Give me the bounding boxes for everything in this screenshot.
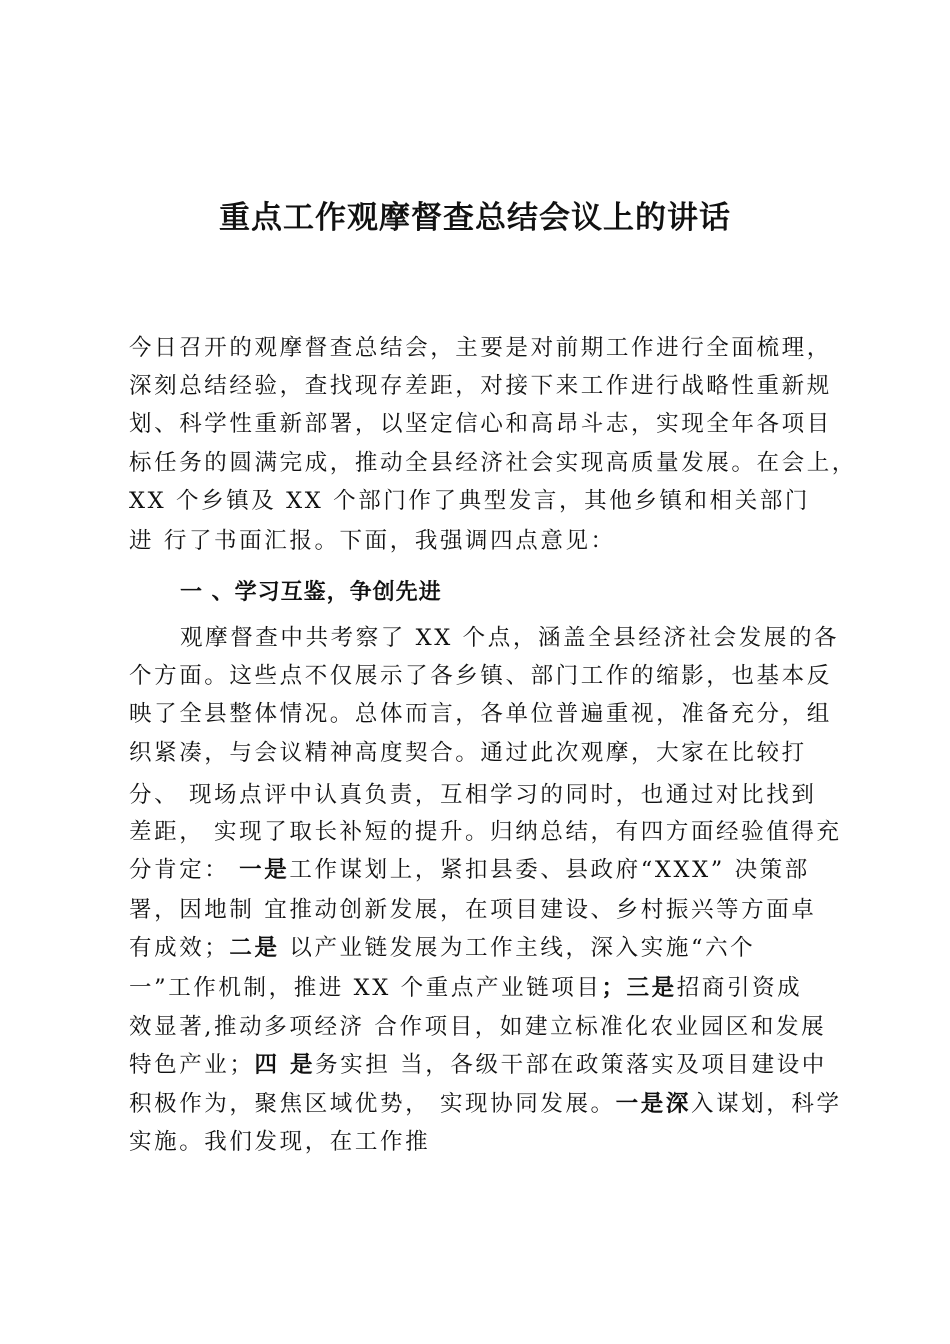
emphasis-text: 四 是 bbox=[254, 1052, 316, 1078]
body-line bbox=[129, 971, 849, 1005]
body-text: 有成效； bbox=[129, 935, 230, 961]
body-text: 特色产业； bbox=[129, 1052, 255, 1078]
body-text: 以产业链发展为工作主线，深入实施“六个 bbox=[279, 935, 756, 961]
body-line bbox=[129, 931, 849, 965]
body-line: 织紧凑，与会议精神高度契合。通过此次观摩，大家在比较打 bbox=[129, 740, 807, 766]
body-text: 入谋划，科学 bbox=[690, 1091, 842, 1117]
body-line bbox=[129, 853, 849, 887]
body-text: 分肯定： bbox=[129, 857, 240, 883]
section-heading: 一 、学习互鉴，争创先进 bbox=[180, 580, 442, 605]
intro-line: 进 行了书面汇报。下面，我强调四点意见： bbox=[129, 528, 616, 554]
emphasis-text: ；三是 bbox=[601, 975, 677, 1001]
intro-line: 标任务的圆满完成，推动全县经济社会实现高质量发展。在会上， bbox=[129, 450, 857, 476]
intro-line: 划、科学性重新部署，以坚定信心和高昂斗志，实现全年各项目 bbox=[129, 411, 832, 437]
emphasis-text: 一是 bbox=[239, 857, 290, 883]
intro-line: 深刻总结经验，查找现存差距，对接下来工作进行战略性重新规 bbox=[129, 373, 832, 399]
body-line: 观摩督查中共考察了 XX 个点，涵盖全县经济社会发展的各 bbox=[180, 625, 840, 651]
body-text: 积极作为，聚焦区域优势， 实现协同发展。 bbox=[129, 1091, 616, 1117]
document-title: 重点工作观摩督查总结会议上的讲话 bbox=[219, 200, 731, 236]
intro-line: XX 个乡镇及 XX 个部门作了典型发言，其他乡镇和相关部门 bbox=[129, 488, 811, 514]
body-line: 个方面。这些点不仅展示了各乡镇、部门工作的缩影，也基本反 bbox=[129, 663, 832, 689]
body-line bbox=[129, 1048, 849, 1082]
body-line: 映了全县整体情况。总体而言，各单位普遍重视，准备充分，组 bbox=[129, 701, 832, 727]
emphasis-text: 二是 bbox=[229, 935, 280, 961]
intro-line: 今日召开的观摩督查总结会，主要是对前期工作进行全面梳理， bbox=[129, 335, 832, 361]
body-text: 工作谋划上，紧扣县委、县政府“XXX” 决策部 bbox=[289, 857, 810, 883]
body-line: 实施。我们发现，在工作推 bbox=[129, 1129, 431, 1155]
emphasis-text: 一是深 bbox=[615, 1091, 691, 1117]
body-line: 效显著,推动多项经济 合作项目，如建立标准化农业园区和发展 bbox=[129, 1014, 827, 1040]
body-line: 差距， 实现了取长补短的提升。归纳总结，有四方面经验值得充 bbox=[129, 819, 842, 845]
body-text: 招商引资成 bbox=[676, 975, 803, 1001]
body-text: 务实担 当，各级干部在政策落实及项目建设中 bbox=[315, 1052, 827, 1078]
body-line: 署，因地制 宜推动创新发展，在项目建设、乡村振兴等方面卓 bbox=[129, 897, 817, 923]
body-text: 一”工作机制，推进 XX 个重点产业链项目 bbox=[129, 975, 602, 1001]
body-line: 分、 现场点评中认真负责，互相学习的同时，也通过对比找到 bbox=[129, 782, 817, 808]
body-line bbox=[129, 1087, 849, 1121]
